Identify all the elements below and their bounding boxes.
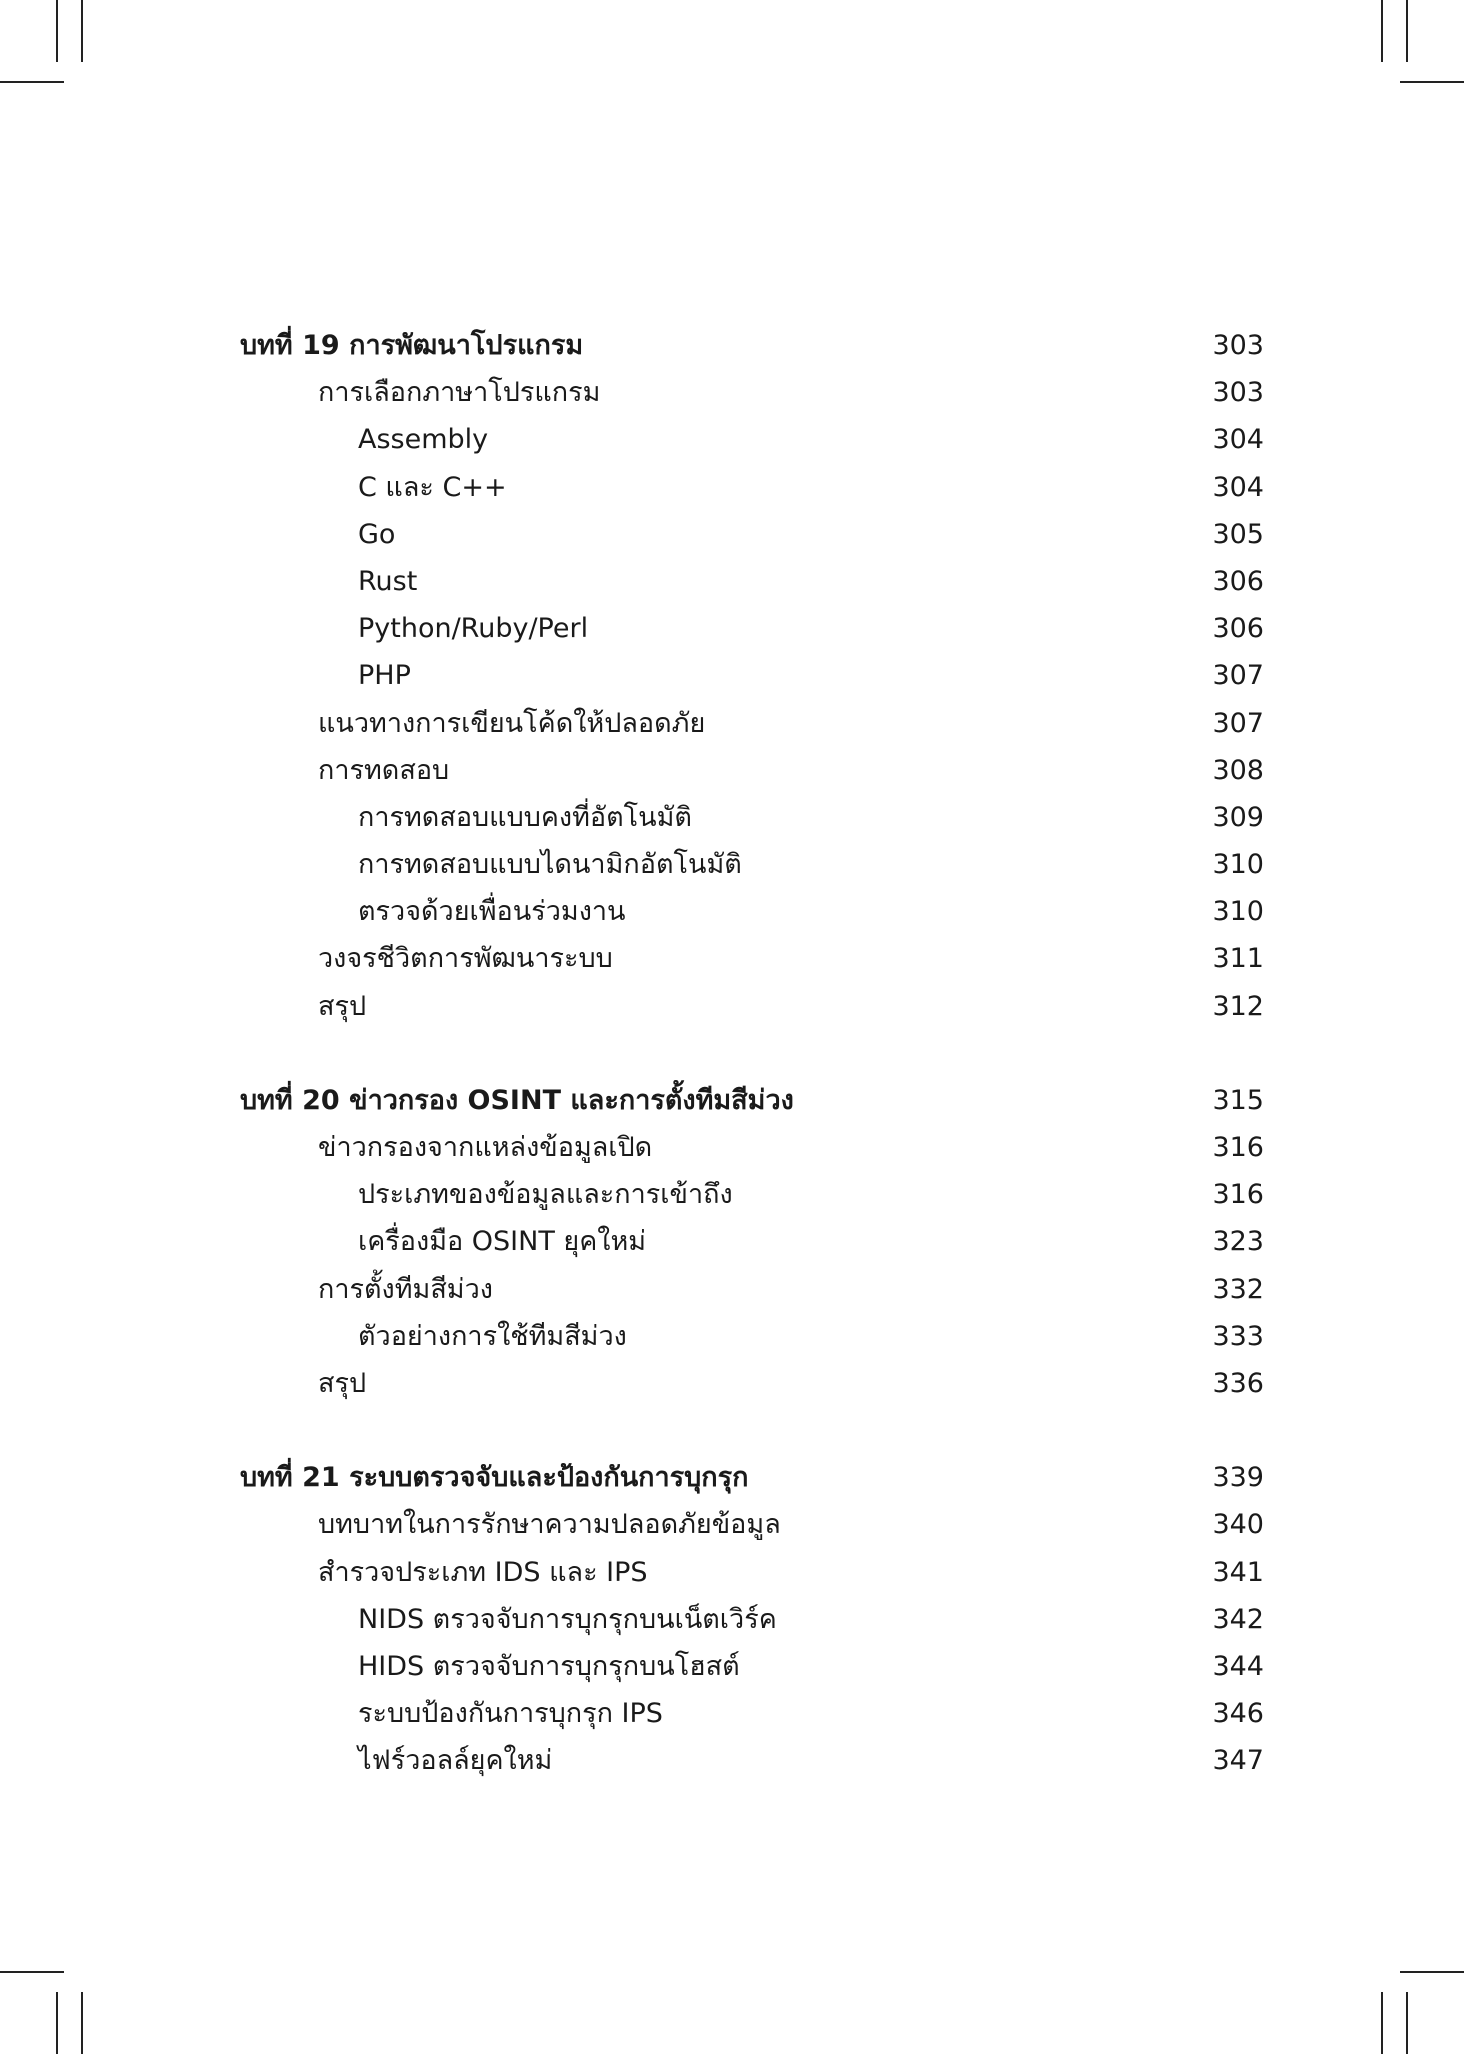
table-of-contents <box>240 322 1264 1831</box>
toc-entry-row <box>240 841 1264 888</box>
toc-entry-row <box>240 1501 1264 1548</box>
chapter-title: บทที่ 19 การพัฒนาโปรแกรม <box>240 330 584 361</box>
toc-entry-label: ข่าวกรองจากแหล่งข้อมูลเปิด <box>318 1132 653 1163</box>
toc-entry-label: ไฟร์วอลล์ยุคใหม่ <box>358 1745 553 1777</box>
toc-entry-label: วงจรชีวิตการพัฒนาระบบ <box>318 943 613 975</box>
page-number: 312 <box>1212 990 1264 1022</box>
crop-mark <box>1400 1971 1464 1973</box>
toc-entry-row <box>240 983 1264 1030</box>
toc-entry-row <box>240 1549 1264 1596</box>
toc-entry-row <box>240 888 1264 935</box>
toc-entry-row <box>240 1266 1264 1313</box>
page-number: 307 <box>1212 660 1264 692</box>
toc-entry-label: สรุป <box>318 990 367 1022</box>
toc-entry-row <box>240 1124 1264 1171</box>
chapter-section <box>240 1454 1264 1784</box>
page-number: 332 <box>1212 1273 1264 1305</box>
chapter-heading-row <box>240 1454 1264 1501</box>
page-number: 305 <box>1212 518 1264 550</box>
toc-entry-label: Python/Ruby/Perl <box>358 613 589 645</box>
toc-entry-label: Go <box>358 518 396 550</box>
page-number: 347 <box>1212 1745 1264 1777</box>
chapter-heading-row <box>240 1077 1264 1124</box>
page-number: 339 <box>1212 1462 1264 1494</box>
toc-entry-row <box>240 700 1264 747</box>
crop-mark <box>1406 1992 1408 2054</box>
toc-entry-label: การทดสอบแบบคงที่อัตโนมัติ <box>358 801 692 833</box>
toc-entry-label: แนวทางการเขียนโค้ดให้ปลอดภัย <box>318 707 706 739</box>
page-number: 307 <box>1212 707 1264 739</box>
page-number: 316 <box>1212 1179 1264 1211</box>
toc-entry-label: การทดสอบแบบไดนามิกอัตโนมัติ <box>358 849 742 881</box>
toc-entry-label: การตั้งทีมสีม่วง <box>318 1273 493 1305</box>
toc-entry-label: การเลือกภาษาโปรแกรม <box>318 377 601 409</box>
crop-mark <box>56 1992 58 2054</box>
page-number: 303 <box>1212 377 1264 409</box>
toc-entry-label: สำรวจประเภท IDS และ IPS <box>318 1556 648 1588</box>
crop-mark <box>0 1971 64 1973</box>
toc-entry-row <box>240 605 1264 652</box>
toc-entry-label: ประเภทของข้อมูลและการเข้าถึง <box>358 1179 733 1211</box>
toc-entry-label: HIDS ตรวจจับการบุกรุกบนโฮสต์ <box>358 1650 740 1682</box>
page-number: 311 <box>1212 943 1264 975</box>
page-number: 340 <box>1212 1509 1264 1541</box>
toc-entry-label: บทบาทในการรักษาความปลอดภัยข้อมูล <box>318 1509 781 1541</box>
toc-entry-row <box>240 794 1264 841</box>
crop-mark <box>1406 0 1408 62</box>
page-number: 304 <box>1212 424 1264 456</box>
page-number: 323 <box>1212 1226 1264 1258</box>
toc-entry-label: NIDS ตรวจจับการบุกรุกบนเน็ตเวิร์ค <box>358 1603 777 1635</box>
crop-mark <box>81 1992 83 2054</box>
page-number: 341 <box>1212 1556 1264 1588</box>
crop-mark <box>81 0 83 62</box>
chapter-title: บทที่ 21 ระบบตรวจจับและป้องกันการบุกรุก <box>240 1462 749 1494</box>
toc-entry-label: C และ C++ <box>358 471 507 503</box>
crop-mark <box>1381 0 1383 62</box>
page-number: 309 <box>1212 801 1264 833</box>
crop-mark <box>1400 81 1464 83</box>
page-number: 310 <box>1212 849 1264 881</box>
crop-mark <box>56 0 58 62</box>
toc-entry-row <box>240 511 1264 558</box>
page-number: 316 <box>1212 1132 1264 1163</box>
toc-entry-row <box>240 652 1264 699</box>
page-number: 306 <box>1212 613 1264 645</box>
toc-entry-label: ตัวอย่างการใช้ทีมสีม่วง <box>358 1320 627 1352</box>
page-number: 346 <box>1212 1698 1264 1730</box>
toc-entry-row <box>240 1643 1264 1690</box>
page-number: 306 <box>1212 565 1264 597</box>
page-number: 315 <box>1212 1084 1264 1116</box>
toc-entry-label: สรุป <box>318 1367 367 1399</box>
page-number: 304 <box>1212 471 1264 503</box>
toc-entry-row <box>240 747 1264 794</box>
page-number: 344 <box>1212 1650 1264 1682</box>
toc-entry-label: การทดสอบ <box>318 754 450 786</box>
toc-entry-row <box>240 935 1264 982</box>
toc-entry-label: ตรวจด้วยเพื่อนร่วมงาน <box>358 896 626 928</box>
page-number: 303 <box>1212 330 1264 361</box>
toc-entry-row <box>240 558 1264 605</box>
toc-entry-label: Rust <box>358 565 418 597</box>
page-number: 333 <box>1212 1320 1264 1352</box>
toc-entry-row <box>240 369 1264 416</box>
toc-entry-row <box>240 1218 1264 1265</box>
toc-entry-row <box>240 416 1264 463</box>
toc-entry-label: ระบบป้องกันการบุกรุก IPS <box>358 1698 663 1730</box>
crop-mark <box>1381 1992 1383 2054</box>
toc-entry-row <box>240 1171 1264 1218</box>
chapter-title: บทที่ 20 ข่าวกรอง OSINT และการตั้งทีมสีม่วง <box>240 1084 794 1116</box>
chapter-section <box>240 322 1264 1030</box>
page-number: 310 <box>1212 896 1264 928</box>
toc-entry-row <box>240 1690 1264 1737</box>
chapter-section <box>240 1077 1264 1407</box>
chapter-heading-row <box>240 322 1264 369</box>
toc-entry-label: PHP <box>358 660 411 692</box>
toc-entry-row <box>240 1313 1264 1360</box>
toc-entry-row <box>240 1360 1264 1407</box>
page-number: 342 <box>1212 1603 1264 1635</box>
page-number: 336 <box>1212 1367 1264 1399</box>
toc-entry-row <box>240 464 1264 511</box>
page-number: 308 <box>1212 754 1264 786</box>
toc-entry-label: เครื่องมือ OSINT ยุคใหม่ <box>358 1226 647 1258</box>
crop-mark <box>0 81 64 83</box>
toc-entry-row <box>240 1737 1264 1784</box>
toc-entry-label: Assembly <box>358 424 489 456</box>
toc-entry-row <box>240 1596 1264 1643</box>
